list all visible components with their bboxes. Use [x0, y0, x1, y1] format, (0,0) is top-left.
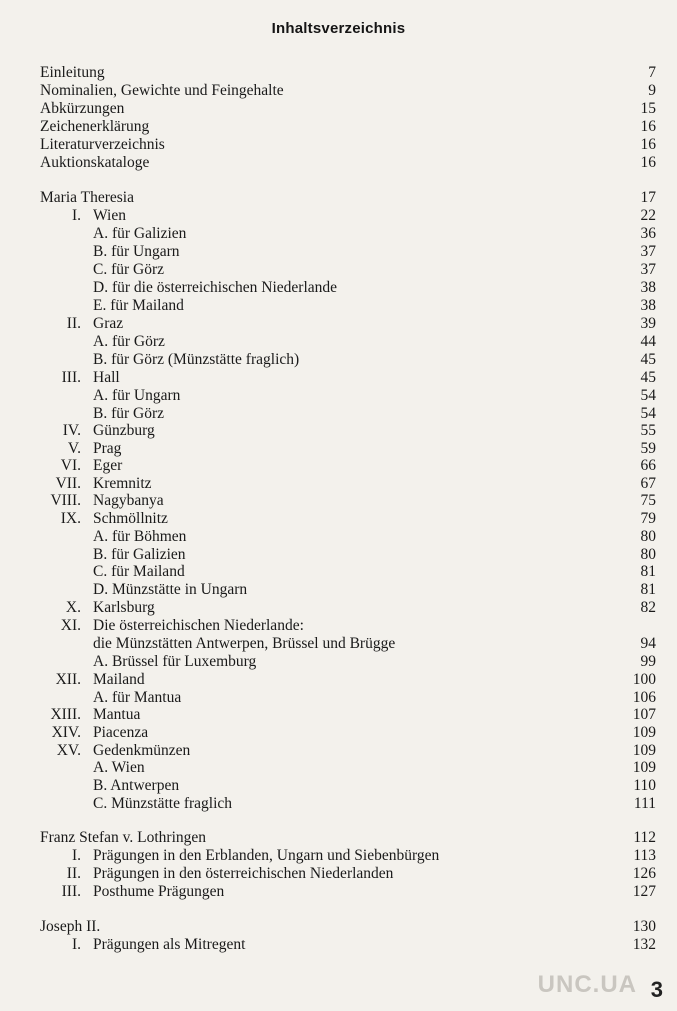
toc-entry	[0, 936, 677, 954]
toc-entry-label: Hall	[93, 369, 120, 386]
toc-entry	[0, 64, 677, 82]
toc-entry-number: VIII.	[50, 492, 81, 509]
toc-entry-page: 17	[640, 189, 656, 206]
toc-entry-label: Karlsburg	[93, 599, 155, 616]
toc-entry-page: 44	[640, 333, 656, 350]
toc-entry-label: Joseph II.	[40, 918, 101, 935]
toc-entry-number: I.	[71, 847, 81, 864]
toc-entry-number: VII.	[55, 475, 81, 492]
toc-entry-number: IV.	[62, 422, 81, 439]
toc-entry-label: Graz	[93, 315, 124, 332]
toc-entry-label: E. für Mailand	[93, 297, 184, 314]
toc-entry-label: Die österreichischen Niederlande:	[93, 617, 304, 634]
toc-entry	[0, 225, 677, 243]
toc-entry-page: 94	[640, 635, 656, 652]
toc-entry-page: 16	[640, 136, 656, 153]
toc-entry-label: A. für Ungarn	[93, 387, 181, 404]
toc-entry-page: 75	[640, 492, 656, 509]
toc-entry	[0, 154, 677, 172]
toc-entry	[0, 883, 677, 901]
toc-entry-number: XV.	[56, 742, 81, 759]
toc-entry-label: A. für Görz	[93, 333, 165, 350]
toc-entry-label: Posthume Prägungen	[93, 883, 225, 900]
toc-entry-label: Franz Stefan v. Lothringen	[40, 829, 207, 846]
toc-entry-page: 111	[633, 795, 656, 812]
toc-entry-label: Einleitung	[40, 64, 105, 81]
toc-entry-page: 59	[640, 440, 656, 457]
page-number: 3	[650, 977, 663, 1002]
toc-entry-label: C. Münzstätte fraglich	[93, 795, 233, 812]
toc-entry-number: X.	[65, 599, 81, 616]
page-title: Inhaltsverzeichnis	[271, 20, 406, 37]
toc-entry	[0, 742, 677, 760]
toc-entry-label: Nominalien, Gewichte und Feingehalte	[40, 82, 284, 99]
toc-entry-page: 109	[632, 759, 656, 776]
toc-entry	[0, 422, 677, 440]
toc-entry	[0, 777, 677, 795]
toc-entry	[0, 440, 677, 458]
toc-entry	[0, 617, 677, 635]
toc-entry-label: Mantua	[93, 706, 141, 723]
toc-entry	[0, 243, 677, 261]
toc-entry-page: 16	[640, 154, 656, 171]
toc-entry-number: V.	[67, 440, 81, 457]
toc-entry-page: 99	[640, 653, 656, 670]
toc-entry-label: Eger	[93, 457, 123, 474]
toc-entry	[0, 297, 677, 315]
toc-entry-label: Prägungen als Mitregent	[93, 936, 246, 953]
toc-entry-number: VI.	[60, 457, 81, 474]
toc-entry-label: B. für Ungarn	[93, 243, 180, 260]
toc-entry-label: A. Brüssel für Luxemburg	[93, 653, 257, 670]
toc-entry	[0, 546, 677, 564]
toc-entry	[0, 510, 677, 528]
toc-entry-page: 38	[640, 279, 656, 296]
toc-entry-label: Mailand	[93, 671, 145, 688]
toc-entry-label: Zeichenerklärung	[40, 118, 150, 135]
toc-entry-page: 82	[640, 599, 656, 616]
toc-entry-page: 37	[640, 261, 656, 278]
toc-entry-page: 55	[640, 422, 656, 439]
toc-entry-label: C. für Mailand	[93, 563, 185, 580]
toc-entry-number: XI.	[60, 617, 81, 634]
toc-entry	[0, 492, 677, 510]
toc-entry-page: 45	[640, 369, 656, 386]
toc-entry	[0, 261, 677, 279]
toc-entry-page: 54	[640, 387, 656, 404]
toc-entry-page: 132	[632, 936, 656, 953]
toc-entry	[0, 528, 677, 546]
toc-entry	[0, 847, 677, 865]
toc-entry-page: 54	[640, 405, 656, 422]
toc-entry-label: Abkürzungen	[40, 100, 125, 117]
toc-entry	[0, 82, 677, 100]
toc-entry	[0, 635, 677, 653]
toc-entry-page: 80	[640, 528, 656, 545]
toc-entry-number: III.	[61, 369, 81, 386]
toc-entry-page: 39	[640, 315, 656, 332]
toc-entry-page: 112	[633, 829, 656, 846]
toc-entry	[0, 724, 677, 742]
toc-entry-page: 106	[632, 689, 656, 706]
toc-entry	[0, 563, 677, 581]
toc-entry-page: 38	[640, 297, 656, 314]
toc-entry	[0, 315, 677, 333]
toc-entry-page: 16	[640, 118, 656, 135]
toc-entry-label: B. für Görz (Münzstätte fraglich)	[93, 351, 300, 368]
toc-entry	[0, 369, 677, 387]
toc-entry-label: B. Antwerpen	[93, 777, 180, 794]
toc-entry-label: D. für die österreichischen Niederlande	[93, 279, 338, 296]
toc-entry	[0, 599, 677, 617]
toc-entry	[0, 405, 677, 423]
toc-entry-label: B. für Galizien	[93, 546, 186, 563]
toc-entry-number: XIII.	[50, 706, 81, 723]
toc-entry	[0, 136, 677, 154]
toc-entry-page: 66	[640, 457, 656, 474]
toc-entry-label: A. für Mantua	[93, 689, 182, 706]
toc-entry-page: 109	[632, 724, 656, 741]
toc-entry-page: 22	[640, 207, 656, 224]
toc-entry	[0, 387, 677, 405]
toc-entry-page: 79	[640, 510, 656, 527]
toc-entry-page: 81	[640, 563, 656, 580]
toc-entry	[0, 795, 677, 813]
toc-entry	[0, 475, 677, 493]
toc-entry	[0, 207, 677, 225]
toc-entry	[0, 100, 677, 118]
toc-entry	[0, 333, 677, 351]
toc-entry	[0, 829, 677, 847]
toc-entry-label: Nagybanya	[93, 492, 164, 509]
toc-entry	[0, 671, 677, 689]
toc-entry-number: I.	[71, 207, 81, 224]
toc-entry-page: 109	[632, 742, 656, 759]
toc-entry-page: 127	[632, 883, 656, 900]
toc-entry-label: Prägungen in den Erblanden, Ungarn und Siebenbürgen	[93, 847, 440, 864]
toc-entry-label: Prägungen in den österreichischen Niederlanden	[93, 865, 394, 882]
toc-entry-page: 67	[640, 475, 656, 492]
toc-entry-label: Prag	[93, 440, 122, 457]
toc-entry	[0, 653, 677, 671]
toc-entry-page: 7	[648, 64, 656, 81]
toc-entry-page: 113	[633, 847, 656, 864]
toc-entry	[0, 581, 677, 599]
toc-entry-label: Maria Theresia	[40, 189, 134, 206]
watermark: UNC.UA	[537, 971, 637, 998]
toc-entry-label: C. für Görz	[93, 261, 165, 278]
toc-entry-number: XIV.	[51, 724, 81, 741]
toc-entry-label: Kremnitz	[93, 475, 152, 492]
toc-entry	[0, 918, 677, 936]
toc-entry	[0, 457, 677, 475]
toc-entry-label: Auktionskataloge	[40, 154, 150, 171]
toc-entry-page: 36	[640, 225, 656, 242]
toc-entry-number: II.	[66, 315, 81, 332]
toc-entry-number: II.	[66, 865, 81, 882]
toc-entry-page: 80	[640, 546, 656, 563]
toc-entry-label: die Münzstätten Antwerpen, Brüssel und Brügge	[93, 635, 396, 652]
toc-entry-label: Piacenza	[93, 724, 149, 741]
toc-entry-label: Gedenkmünzen	[93, 742, 191, 759]
toc-entry-label: Günzburg	[93, 422, 155, 439]
toc-entry-page: 37	[640, 243, 656, 260]
toc-entry-number: III.	[61, 883, 81, 900]
toc-entry	[0, 689, 677, 707]
toc-entry-label: A. für Böhmen	[93, 528, 187, 545]
toc-entry-page: 110	[633, 777, 656, 794]
toc-entry-page: 9	[648, 82, 656, 99]
toc-entry	[0, 118, 677, 136]
toc-entry-label: B. für Görz	[93, 405, 165, 422]
toc-entry-label: A. Wien	[93, 759, 145, 776]
toc-entry-page: 81	[640, 581, 656, 598]
toc-entry-page: 15	[640, 100, 656, 117]
toc-entry-page: 130	[632, 918, 656, 935]
toc-entry-page: 107	[632, 706, 656, 723]
toc-entry-page: 100	[632, 671, 656, 688]
toc-entry	[0, 865, 677, 883]
toc-entry-number: I.	[71, 936, 81, 953]
toc-entry	[0, 759, 677, 777]
toc-entry-label: D. Münzstätte in Ungarn	[93, 581, 248, 598]
toc-entry	[0, 351, 677, 369]
toc-entry	[0, 279, 677, 297]
toc-entry-label: A. für Galizien	[93, 225, 187, 242]
toc-entry-number: IX.	[60, 510, 81, 527]
toc-entry-label: Schmöllnitz	[93, 510, 168, 527]
toc-entry-label: Wien	[93, 207, 126, 224]
toc-entry	[0, 189, 677, 207]
toc-entry	[0, 706, 677, 724]
toc-entry-number: XII.	[55, 671, 81, 688]
toc-entry-label: Literaturverzeichnis	[40, 136, 165, 153]
toc-entry-page: 126	[632, 865, 656, 882]
toc-entry-page: 45	[640, 351, 656, 368]
